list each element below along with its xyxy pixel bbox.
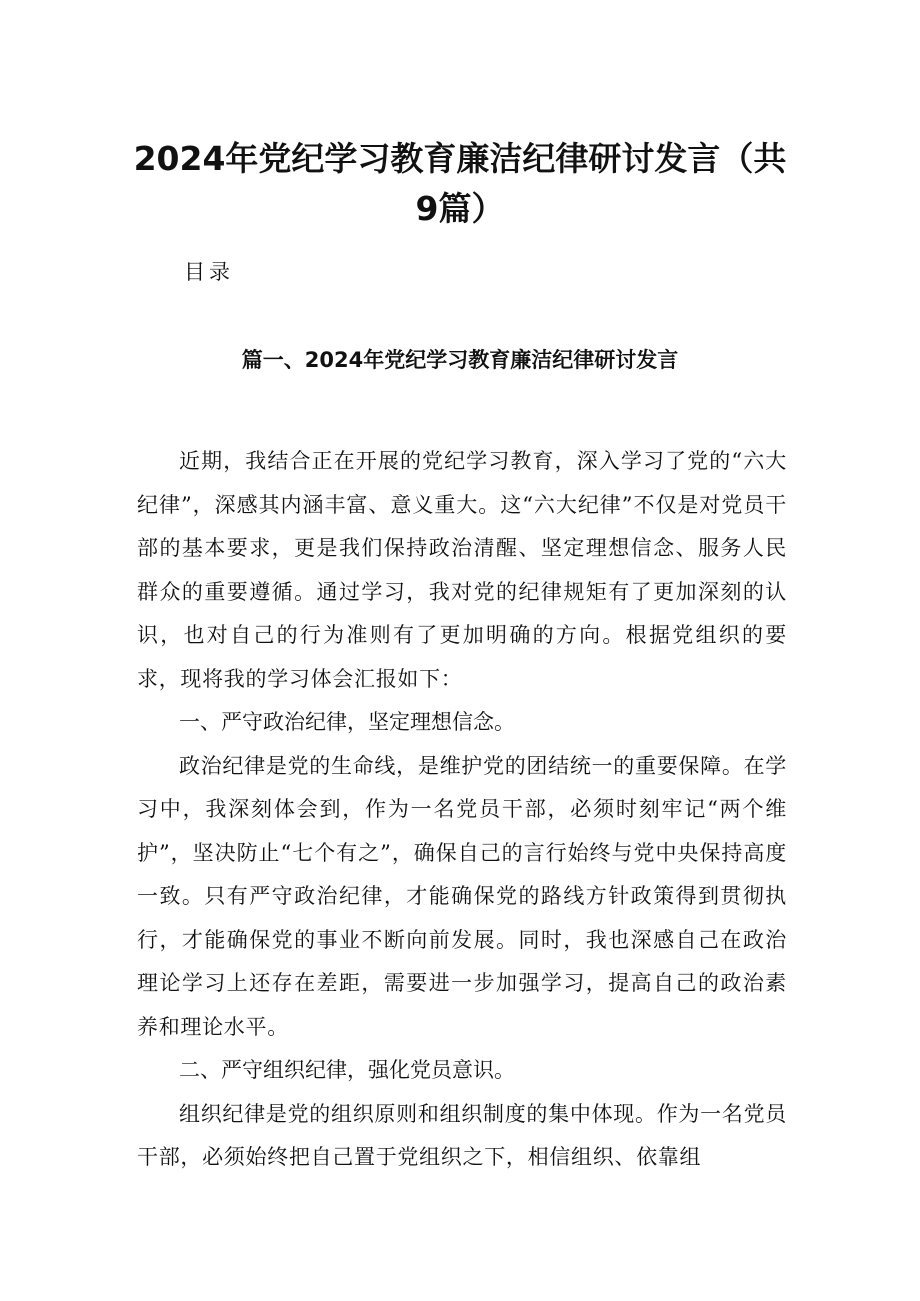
heading-political-discipline: 一、严守政治纪律，坚定理想信念。 [179, 710, 515, 734]
heading-organizational-discipline: 二、严守组织纪律，强化党员意识。 [179, 1058, 515, 1082]
document-body [137, 440, 787, 1180]
table-of-contents-label: 目录 [184, 260, 234, 284]
paragraph-intro: 近期，我结合正在开展的党纪学习教育，深入学习了党的“六大纪律”，深感其内涵丰富、意义重大。这“六大纪律”不仅是对党员干部的基本要求，更是我们保持政治清醒、坚定理想信念、服务人民群众的重要遵循。通过学习，我对党的纪律规矩有了更加深刻的认识，也对自己的行为准则有了更加明确的方向。根据党组织的要求，现将我的学习体会汇报如下： [137, 449, 787, 691]
document-title: 2024年党纪学习教育廉洁纪律研讨发言（共9篇） [133, 139, 787, 228]
section-title: 篇一、2024年党纪学习教育廉洁纪律研讨发言 [241, 348, 679, 372]
paragraph-political-discipline: 政治纪律是党的生命线，是维护党的团结统一的重要保障。在学习中，我深刻体会到，作为一名党员干部，必须时刻牢记“两个维护”，坚决防止“七个有之”，确保自己的言行始终与党中央保持高度一致。只有严守政治纪律，才能确保党的路线方针政策得到贯彻执行，才能确保党的事业不断向前发展。同时，我也深感自己在政治理论学习上还存在差距，需要进一步加强学习，提高自己的政治素养和理论水平。 [137, 753, 787, 1039]
paragraph-organizational-discipline: 组织纪律是党的组织原则和组织制度的集中体现。作为一名党员干部，必须始终把自己置于党组织之下，相信组织、依靠组 [137, 1101, 787, 1169]
